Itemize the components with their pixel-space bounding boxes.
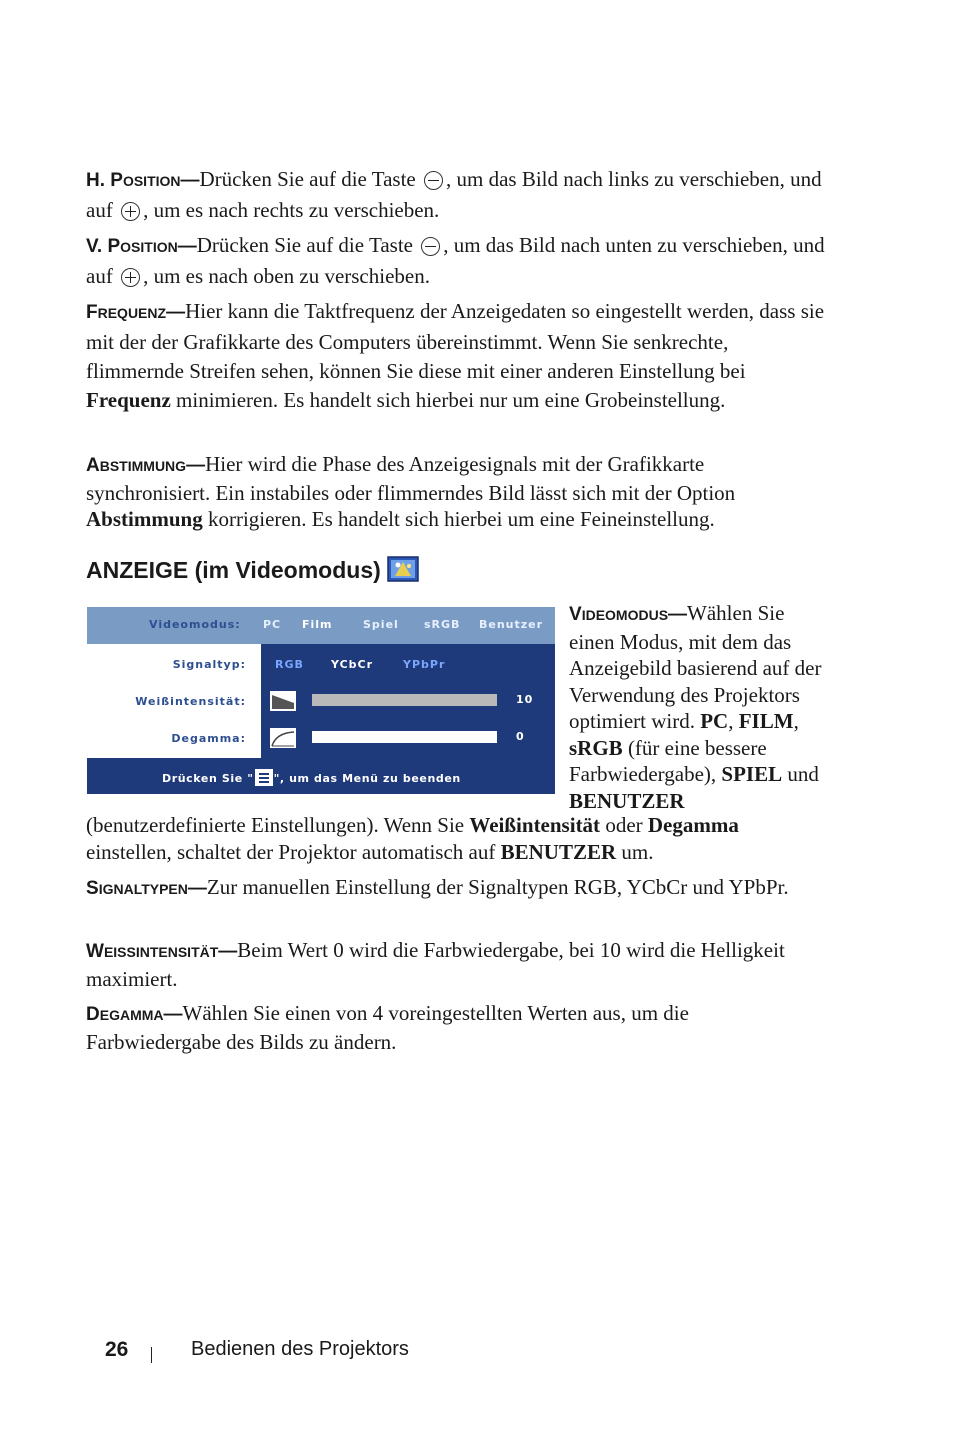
osd-mode-pc: PC (263, 618, 282, 631)
footer-separator (151, 1347, 152, 1363)
term-abstimmung: ABSTIMMUNG— (86, 455, 206, 476)
osd-mode-film: Film (302, 618, 333, 631)
paragraph-degamma: DEGAMMA—Wählen Sie einen von 4 voreingestellten Werten aus, um die Farbwiedergabe des Bilds zu ändern. (86, 1001, 689, 1054)
paragraph-frequenz: FREQUENZ—Hier kann die Taktfrequenz der Anzeigedaten so eingestellt werden, dass sie mit der der Grafikkarte des Computers übereinstimmt. Wenn Sie senkrechte, flimmernde Streifen sehen, können Sie diese mit einer anderen Einstellung bei Frequenz minimieren. Es handelt sich hierbei nur um eine Grobeinstellung. (86, 299, 825, 412)
osd-weissintensitaet-label: Weißintensität: (135, 695, 246, 708)
paragraph-signaltypen: SIGNALTYPEN—Zur manuellen Einstellung der Signaltypen RGB, YCbCr und YPbPr. (86, 875, 789, 899)
plus-button-icon (121, 202, 140, 221)
degamma-swatch-icon (270, 728, 296, 748)
osd-labels-column (87, 644, 261, 758)
osd-signal-ycbcr: YCbCr (331, 658, 374, 671)
osd-degamma-label: Degamma: (171, 732, 246, 745)
osd-videomodus-label: Videomodus: (149, 618, 241, 631)
menu-button-icon (255, 769, 273, 786)
paragraph-weissintensitaet: WEISSINTENSITÄT—Beim Wert 0 wird die Farbwiedergabe, bei 10 wird die Helligkeit maximiert. (86, 938, 785, 991)
paragraph-v-position: V. POSITION—Drücken Sie auf die Taste , um das Bild nach unten zu verschieben, und auf , um es nach oben zu verschieben. (86, 233, 825, 288)
paragraph-abstimmung: ABSTIMMUNG—Hier wird die Phase des Anzeigesignals mit der Grafikkarte synchronisiert. Ein instabiles oder flimmerndes Bild lässt sich mit der Option Abstimmung korrigieren. Es handelt sich hierbei um eine Feineinstellung. (86, 452, 736, 531)
degamma-bar (312, 731, 497, 743)
osd-mode-srgb: sRGB (424, 618, 461, 631)
osd-mode-benutzer: Benutzer (479, 618, 544, 631)
osd-signal-rgb: RGB (275, 658, 304, 671)
osd-signaltyp-label: Signaltyp: (172, 658, 246, 671)
minus-button-icon (424, 171, 443, 190)
minus-button-icon (421, 237, 440, 256)
term-h-position: H. POSITION— (86, 170, 200, 191)
osd-mode-spiel: Spiel (363, 618, 399, 631)
weissintensitaet-bar (312, 694, 497, 706)
plus-button-icon (121, 268, 140, 287)
page-number: 26 (105, 1338, 129, 1361)
term-frequenz: FREQUENZ— (86, 302, 186, 323)
paragraph-videomodus: VIDEOMODUS—Wählen Sie einen Modus, mit dem das Anzeigebild basierend auf der Verwendung des Projektors optimiert wird. PC, FILM, sRGB (für eine bessere Farbwiedergabe), SPIEL und BENUTZER (569, 601, 822, 813)
term-signaltypen: SIGNALTYPEN— (86, 878, 207, 899)
weissintensitaet-swatch-icon (270, 691, 296, 711)
term-videomodus: VIDEOMODUS— (569, 604, 688, 625)
osd-header (87, 607, 555, 644)
osd-footer (87, 758, 555, 794)
term-degamma: DEGAMMA— (86, 1004, 183, 1025)
osd-weissintensitaet-value: 10 (516, 693, 534, 706)
section-title: ANZEIGE (im Videomodus) (86, 556, 419, 584)
term-v-position: V. POSITION— (86, 236, 197, 257)
osd-signal-ypbpr: YPbPr (403, 658, 446, 671)
osd-menu-screenshot (87, 607, 555, 794)
term-weissintensitaet: WEISSINTENSITÄT— (86, 941, 238, 962)
display-menu-icon (387, 556, 419, 582)
osd-degamma-value: 0 (516, 730, 525, 743)
paragraph-h-position: H. POSITION—Drücken Sie auf die Taste , um das Bild nach links zu verschieben, und auf , um es nach rechts zu verschieben. (86, 167, 822, 222)
osd-footer-text: Drücken Sie " ", um das Menü zu beenden (162, 769, 461, 786)
paragraph-videomodus-continued: (benutzerdefinierte Einstellungen). Wenn Sie Weißintensität oder Degamma einstellen, schaltet der Projektor automatisch auf BENUTZER um. (86, 813, 739, 864)
chapter-title: Bedienen des Projektors (191, 1338, 409, 1360)
